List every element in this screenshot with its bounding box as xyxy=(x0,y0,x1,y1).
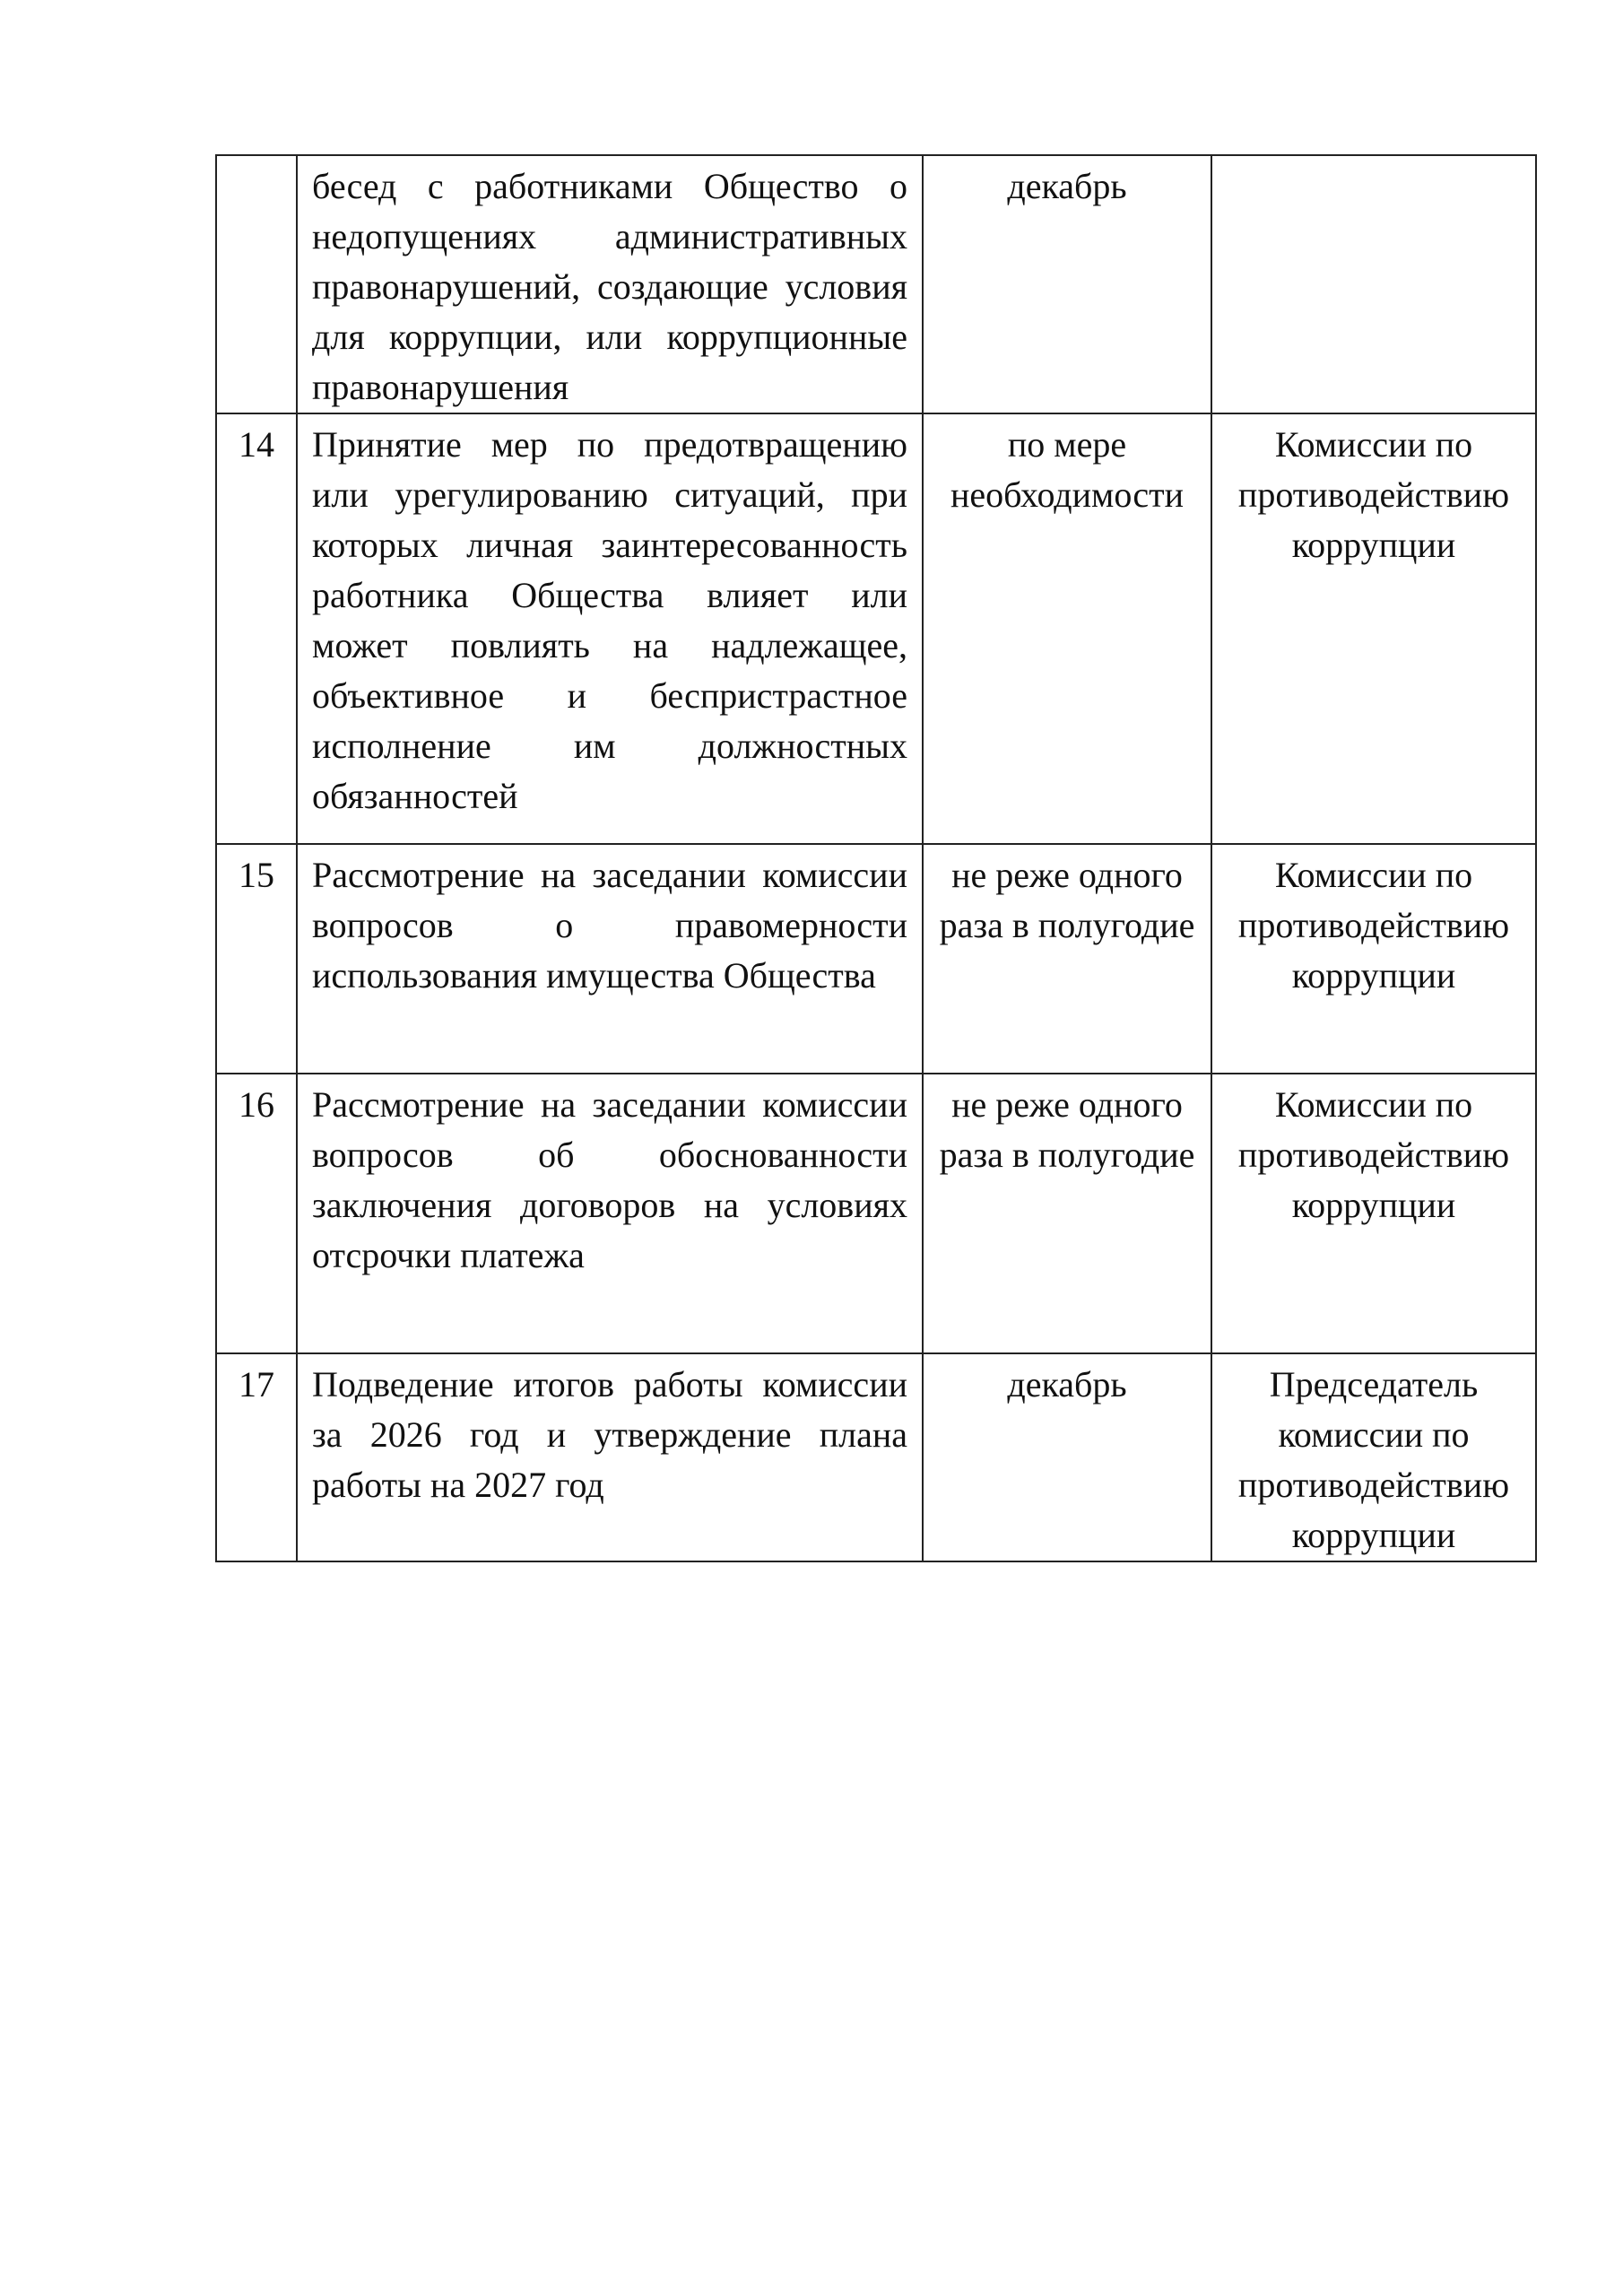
measures-table xyxy=(215,154,1537,1562)
measure-description: Подведение итогов работы комиссии за 2026 год и утверждение плана работы на 2027 год xyxy=(297,1353,923,1561)
row-number: 16 xyxy=(216,1074,297,1353)
measure-deadline: декабрь xyxy=(923,155,1211,413)
table-row xyxy=(216,155,1536,413)
measure-deadline: не реже одного раза в полугодие xyxy=(923,844,1211,1074)
measure-responsible: Председатель комиссии по противодействию коррупции xyxy=(1211,1353,1536,1561)
table-row xyxy=(216,844,1536,1074)
measure-deadline: не реже одного раза в полугодие xyxy=(923,1074,1211,1353)
measure-deadline: по мере необходимости xyxy=(923,413,1211,844)
table-row xyxy=(216,1074,1536,1353)
row-number: 17 xyxy=(216,1353,297,1561)
measure-deadline: декабрь xyxy=(923,1353,1211,1561)
measure-responsible xyxy=(1211,155,1536,413)
row-number: 14 xyxy=(216,413,297,844)
measure-responsible: Комиссии по противодействию коррупции xyxy=(1211,844,1536,1074)
row-number: 15 xyxy=(216,844,297,1074)
measure-description: Рассмотрение на заседании комиссии вопросов о правомерности использования имущества Общества xyxy=(297,844,923,1074)
measure-description: Принятие мер по предотвращению или урегулированию ситуаций, при которых личная заинтересованность работника Общества влияет или может повлиять на надлежащее, объективное и беспристрастное исполнение им должностных обязанностей xyxy=(297,413,923,844)
measure-responsible: Комиссии по противодействию коррупции xyxy=(1211,1074,1536,1353)
row-number xyxy=(216,155,297,413)
measure-description: Рассмотрение на заседании комиссии вопросов об обоснованности заключения договоров на условиях отсрочки платежа xyxy=(297,1074,923,1353)
measure-responsible: Комиссии по противодействию коррупции xyxy=(1211,413,1536,844)
table-row xyxy=(216,1353,1536,1561)
measure-description: бесед с работниками Общество о недопущениях административных правонарушений, создающие условия для коррупции, или коррупционные правонарушения xyxy=(297,155,923,413)
table-row xyxy=(216,413,1536,844)
